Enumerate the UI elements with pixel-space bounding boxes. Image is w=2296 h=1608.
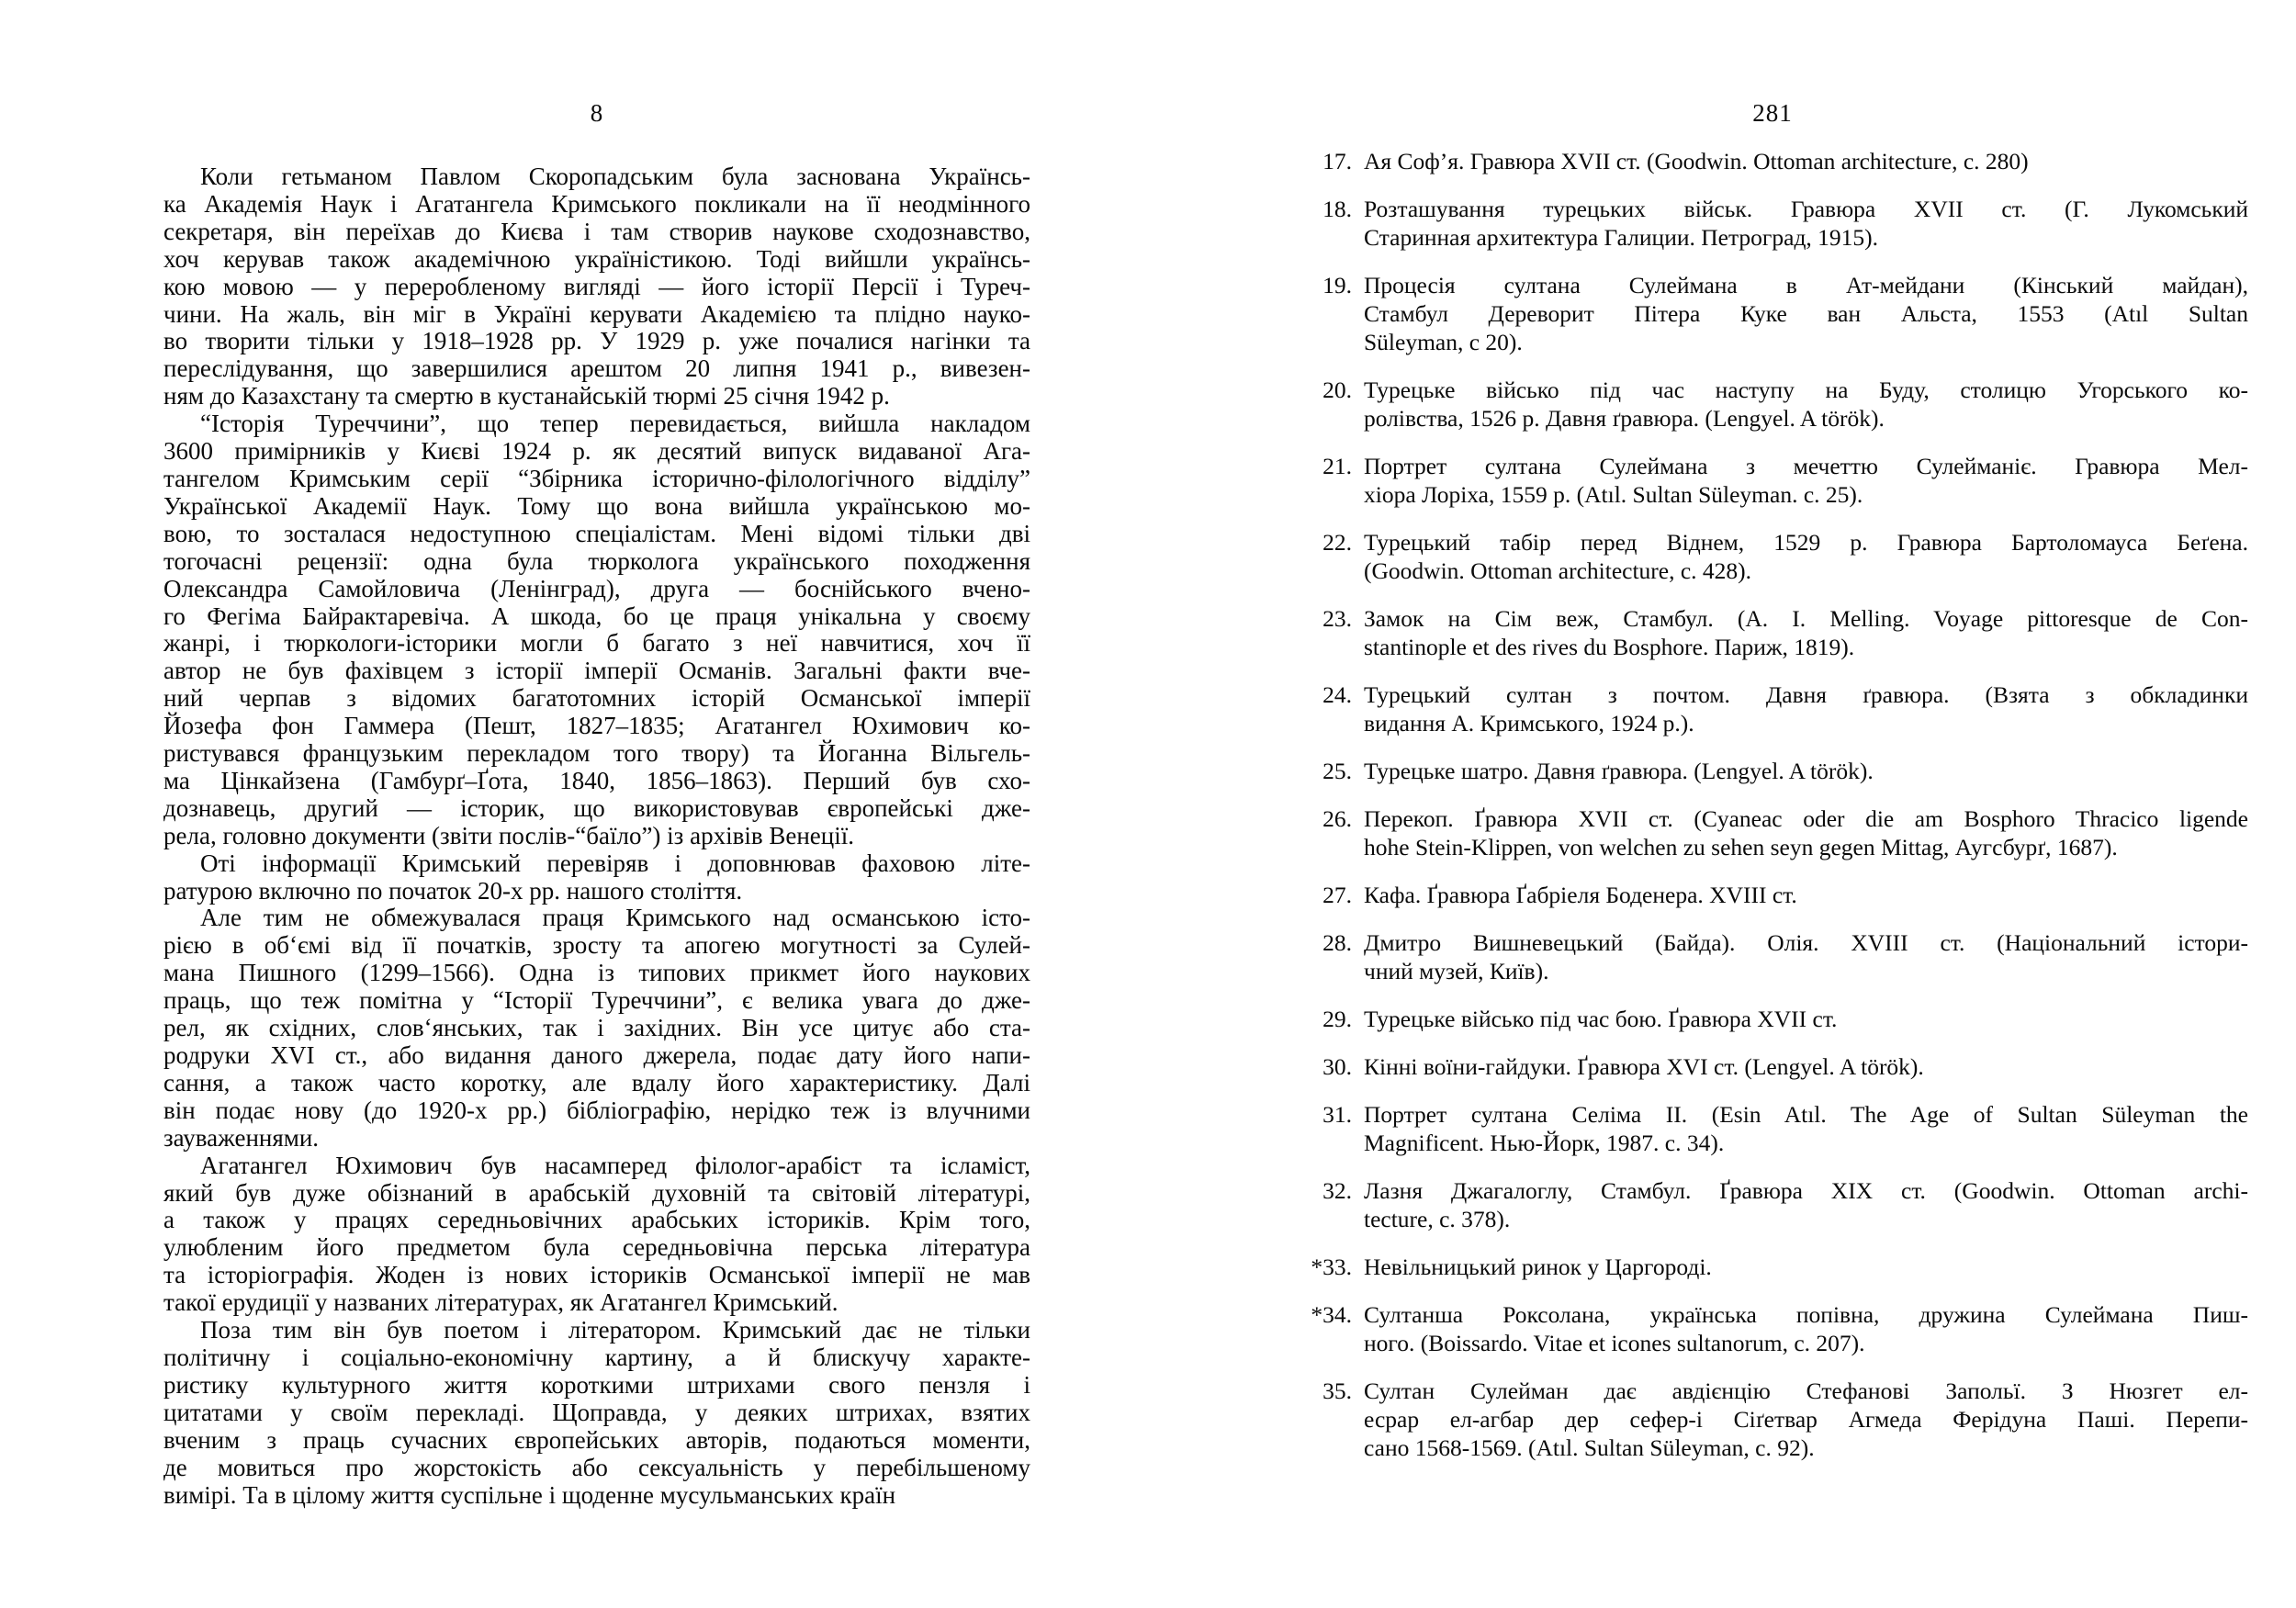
text-line: цитатами у своїм перекладі. Щоправда, у деяких штрихах, взятих [163,1398,1030,1426]
figure-item-text [1364,757,2248,785]
text-line: Magnificent. Нью-Йорк, 1987. с. 34). [1364,1130,1725,1156]
text-line: ка Академія Наук і Агатангела Кримського покликали на її неодмінного [163,189,1030,218]
text-line: Кінні воїни-гайдуки. Ґравюра XVI ст. (Lengyel. A török). [1364,1053,1924,1080]
figure-item-number: 21. [1322,453,1352,479]
figure-list-item [1297,1300,2248,1357]
text-line: рела, головно документи (звіти послів-“баїло”) із архівів Венеції. [163,821,854,849]
text-line: Портрет султана Селіма II. (Esin Atıl. The Age of Sultan Süleyman the [1364,1101,2248,1128]
text-line: Старинная архитектура Галиции. Петроград, 1915). [1364,224,1879,251]
text-line: Розташування турецьких військ. Гравюра XVII ст. (Г. Лукомський [1364,196,2248,222]
text-line: мана Пишного (1299–1566). Одна із типових прикмет його наукових [163,959,1030,987]
text-line: Султанша Роксолана, українська попівна, дружина Сулеймана Пиш- [1364,1301,2248,1328]
right-page-number: 281 [1752,99,1793,127]
text-line: го Фегіма Байрактаревіча. А шкода, бо це праця унікальна у своєму [163,602,1030,630]
text-line: хоч керував також академічною україністикою. Тоді вийшли українсь- [163,244,1030,273]
figure-item-text [1364,881,2248,909]
figure-item-number: 23. [1322,605,1352,632]
figure-item-number: *33. [1311,1254,1352,1280]
text-line: ролівства, 1526 р. Давня ґравюра. (Lengyel. A török). [1364,405,1885,432]
figure-item-number: 22. [1322,529,1352,556]
figure-list-item [1297,1253,2248,1281]
text-line: а також у працях середньовічних арабських істориків. Крім того, [163,1206,1030,1234]
text-line: Лазня Джагалоглу, Стамбул. Ґравюра XIX ст. (Goodwin. Ottoman archi- [1364,1177,2248,1204]
text-line: дознавець, другий — історик, що використовував європейські дже- [163,793,1030,822]
figure-list-item [1297,528,2248,585]
figure-list [1297,147,2248,1462]
figure-item-text [1364,1052,2248,1081]
figure-list-item [1297,1377,2248,1462]
text-line: ристику культурного життя короткими штрихами свого пензля і [163,1370,1030,1399]
figure-item-number: 25. [1322,758,1352,784]
text-line: Але тим не обмежувалася праця Кримського над османською істо- [200,904,1030,932]
text-line: родруки XVI ст., або видання даного джерела, подає дату його напи- [163,1041,1030,1069]
text-line: видання А. Кримського, 1924 р.). [1364,710,1694,737]
text-line: ного. (Boissardo. Vitae et icones sultanorum, с. 207). [1364,1330,1865,1356]
text-line: есрар ел-агбар дер сефер-і Сіґетвар Агмеда Ферідуна Паші. Перепи- [1364,1406,2248,1433]
figure-item-text [1364,1176,2248,1233]
text-line: чини. На жаль, він міг в Україні керувати Академією та плідно науко- [163,299,1030,328]
text-line: жанрі, і тюркологи-історики могли б багато з неї навчитися, хоч її [163,629,1030,658]
text-line: Коли гетьманом Павлом Скоропадським була заснована Українсь- [200,163,1030,190]
text-line: Замок на Сім веж, Стамбул. (A. I. Melling. Voyage pittoresque de Con- [1364,605,2248,632]
text-line: hohe Stein-Klippen, von welchen zu sehen seyn gegen Mittag, Аугсбурґ, 1687). [1364,834,2118,860]
figure-item-number: 26. [1322,805,1352,832]
text-line: політичну і соціально-економічну картину, а й блискучу характе- [163,1343,1030,1371]
text-line: тангелом Кримським серії “Збірника історично-філологічного відділу” [163,464,1030,492]
text-line: сання, а також часто коротку, але вдалу його характеристику. Далі [163,1068,1030,1096]
figure-item-text [1364,928,2248,985]
text-line: Турецьке військо під час бою. Ґравюра XVII ст. [1364,1006,1838,1032]
figure-list-item [1297,604,2248,661]
text-line: Дмитро Вишневецький (Байда). Олія. XVIII ст. (Національний істори- [1364,929,2248,956]
text-line: во творити тільки у 1918–1928 рр. У 1929 р. уже почалися нагінки та [163,327,1030,355]
text-line: Йозефа фон Гаммера (Пешт, 1827–1835; Агатангел Юхимович ко- [163,712,1030,740]
figure-item-number: 27. [1322,882,1352,908]
figure-list-item [1297,1100,2248,1157]
figure-item-text [1364,1005,2248,1033]
text-line: tecture, с. 378). [1364,1206,1511,1232]
text-line: автор не був фахівцем з історії імперії Османів. Загальні факти вче- [163,657,1030,685]
figure-list-item [1297,195,2248,252]
text-line: вою, то зосталася недоступною спеціалістам. Мені відомі тільки дві [163,519,1030,547]
text-line: Кафа. Ґравюра Ґабріеля Боденера. XVIII ст. [1364,882,1797,908]
text-line: та історіографія. Жоден із нових істориків Османської імперії не мав [163,1261,1030,1289]
text-line: (Goodwin. Ottoman architecture, с. 428). [1364,557,1752,584]
figure-item-text [1364,680,2248,737]
text-line: ний черпав з відомих багатотомних історій Османської імперії [163,684,1030,713]
figure-list-item [1297,881,2248,909]
figure-list-item [1297,1052,2248,1081]
figure-item-text [1364,147,2248,175]
figure-list-item [1297,1005,2248,1033]
text-line: ням до Казахстану та смертю в кустанайській тюрмі 25 січня 1942 р. [163,382,890,410]
text-line: секретаря, він переїхав до Києва і там створив наукове сходознавство, [163,217,1030,245]
figure-list-item [1297,680,2248,737]
text-line: “Історія Туреччини”, що тепер перевидається, вийшла накладом [200,410,1030,438]
text-line: Поза тим він був поетом і літератором. Кримський дає не тільки [200,1316,1030,1344]
left-page-body-text [163,163,1030,1509]
left-page-number: 8 [590,99,604,127]
text-line: зауваженнями. [163,1123,320,1152]
text-line: Турецьке військо під час наступу на Буду, столицю Угорського ко- [1364,377,2248,403]
figure-item-text [1364,1100,2248,1157]
figure-item-text [1364,604,2248,661]
figure-item-number: 19. [1322,272,1352,298]
text-line: Ая Соф’я. Гравюра XVII ст. (Goodwin. Ottoman architecture, с. 280) [1364,148,2029,174]
text-line: ма Цінкайзена (Гамбурґ–Ґота, 1840, 1856–1863). Перший був схо- [163,766,1030,794]
text-line: Турецький султан з почтом. Давня ґравюра. (Взята з обкладинки [1364,681,2248,708]
figure-item-number: 18. [1322,196,1352,222]
text-line: Процесія султана Сулеймана в Ат-мейдани (Кінський майдан), [1364,272,2248,298]
figure-list-item [1297,147,2248,175]
page-left [163,99,1030,1509]
text-line: переслідування, що завершилися арештом 20 липня 1941 р., вивезен- [163,354,1030,383]
text-line: Турецький табір перед Віднем, 1529 р. Гравюра Бартоломауса Беґена. [1364,529,2248,556]
figure-list-item [1297,376,2248,433]
figure-item-text [1364,452,2248,509]
figure-item-number: 29. [1322,1006,1352,1032]
text-line: де мовиться про жорстокість або сексуальність у перебільшеному [163,1453,1030,1481]
text-line: Портрет султана Сулеймана з мечеттю Сулейманіє. Гравюра Мел- [1364,453,2248,479]
text-line: Агатангел Юхимович був насамперед філолог-арабіст та ісламіст, [200,1151,1030,1179]
text-line: улюбленим його предметом була середньовічна перська література [163,1233,1030,1262]
figure-item-text [1364,528,2248,585]
text-line: ратурою включно по початок 20-х рр. нашого століття. [163,876,743,905]
figure-item-number: 30. [1322,1053,1352,1080]
figure-item-text [1364,1377,2248,1462]
figure-list-item [1297,271,2248,356]
text-line: тогочасні рецензії: одна була тюрколога українського походження [163,546,1030,575]
figure-item-text [1364,271,2248,356]
figure-item-number: 20. [1322,377,1352,403]
figure-item-text [1364,1300,2248,1357]
figure-item-text [1364,195,2248,252]
text-line: сано 1568-1569. (Atıl. Sultan Süleyman, с. 92). [1364,1434,1815,1461]
figure-item-number: 28. [1322,929,1352,956]
text-line: Перекоп. Ґравюра XVII ст. (Cyaneac oder die am Bosphoro Thracico ligende [1364,805,2248,832]
text-line: 3600 примірників у Києві 1924 р. як десятий випуск видаваної Ага- [163,437,1030,466]
figure-item-number: 32. [1322,1177,1352,1204]
text-line: stantinople et des rives du Bosphore. Париж, 1819). [1364,634,1855,660]
text-line: праць, що теж помітна у “Історії Туреччини”, є велика увага до дже- [163,986,1030,1015]
text-line: чний музей, Київ). [1364,958,1549,984]
figure-item-text [1364,1253,2248,1281]
text-line: Невільницький ринок у Царгороді. [1364,1254,1712,1280]
figure-list-item [1297,1176,2248,1233]
figure-list-item [1297,804,2248,861]
figure-item-number: *34. [1311,1301,1352,1328]
figure-item-number: 17. [1322,148,1352,174]
figure-list-item [1297,757,2248,785]
text-line: який був дуже обізнаний в арабській духовній та світовій літературі, [163,1178,1030,1207]
figure-list-item [1297,928,2248,985]
text-line: Süleyman, с 20). [1364,329,1523,355]
text-line: хіора Лоріха, 1559 р. (Atıl. Sultan Süleyman. с. 25). [1364,481,1863,508]
figure-item-number: 31. [1322,1101,1352,1128]
text-line: ристувався французьким перекладом того твору) та Йоганна Вільгель- [163,739,1030,768]
text-line: Турецьке шатро. Давня ґравюра. (Lengyel. A török). [1364,758,1874,784]
figure-item-text [1364,804,2248,861]
text-line: він подає нову (до 1920-х рр.) бібліографію, нерідко теж із влучними [163,1096,1030,1124]
text-line: Української Академії Наук. Тому що вона вийшла українською мо- [163,491,1030,520]
text-line: рією в об‘ємі від її початків, зросту та апогею могутності за Сулей- [163,931,1030,960]
text-line: Стамбул Дереворит Пітера Куке ван Альста, 1553 (Atıl Sultan [1364,300,2248,327]
text-line: рел, як східних, слов‘янських, так і західних. Він усе цитує або ста- [163,1014,1030,1042]
text-line: кою мовою — у переробленому вигляді — його історії Персії і Туреч- [163,272,1030,300]
figure-item-text [1364,376,2248,433]
text-line: Оті інформації Кримський перевіряв і доповнював фаховою літе- [200,849,1030,877]
text-line: вимірі. Та в цілому життя суспільне і щоденне мусульманських країн [163,1480,896,1509]
figure-item-number: 35. [1322,1377,1352,1404]
page-right [1297,99,2248,1481]
text-line: Султан Сулейман дає авдієнцію Стефанові Запольї. З Нюзгет ел- [1364,1377,2248,1404]
text-line: Олександра Самойловича (Ленінград), друга — боснійського вчено- [163,574,1030,602]
figure-list-item [1297,452,2248,509]
figure-item-number: 24. [1322,681,1352,708]
text-line: такої ерудиції у названих літературах, як Агатангел Кримський. [163,1288,838,1317]
text-line: вченим з праць сучасних європейських авторів, подаються моменти, [163,1425,1030,1454]
